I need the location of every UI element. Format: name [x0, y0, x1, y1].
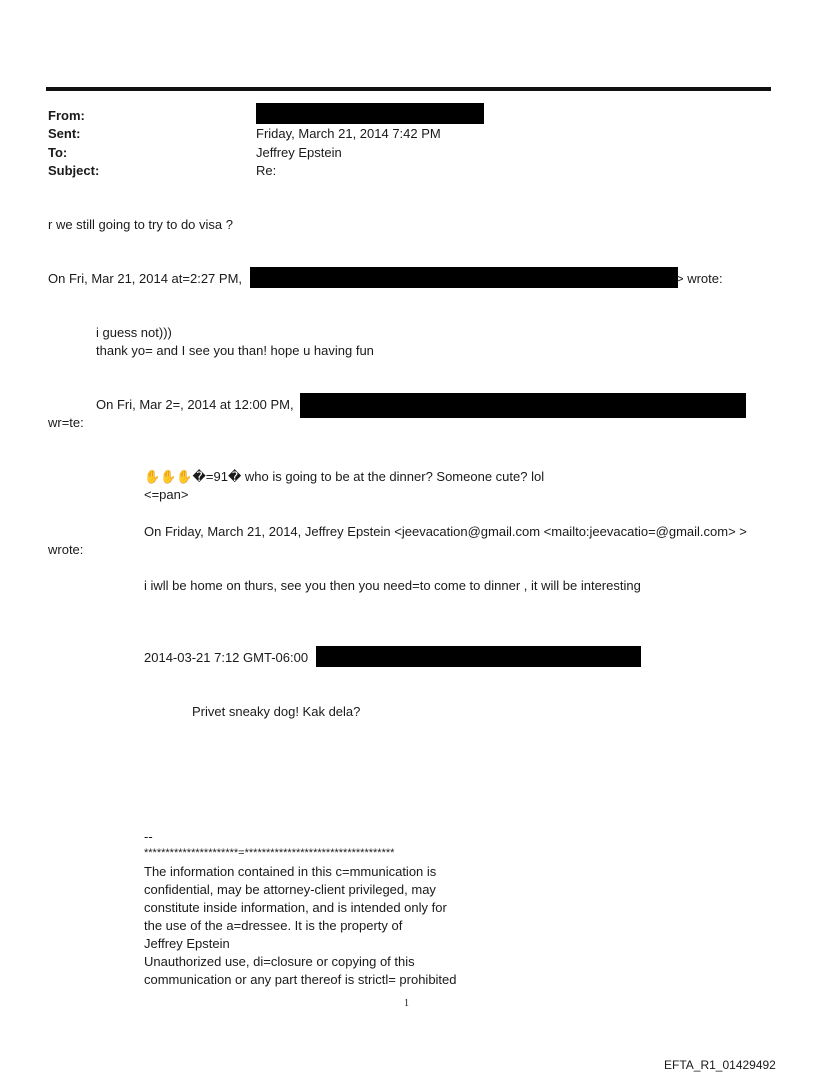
from-label: From: — [48, 108, 85, 123]
sent-value: Friday, March 21, 2014 7:42 PM — [256, 126, 441, 141]
reply-1-line-1: i guess not))) — [96, 325, 172, 340]
quote-2-prefix: On Fri, Mar 2=, 2014 at 12:00 PM, — [96, 397, 294, 412]
signature-stars: **********************=*********************************** — [144, 847, 395, 859]
quote-3: On Friday, March 21, 2014, Jeffrey Epstein <jeevacation@gmail.com <mailto:jeevacatio=@gmail.com> > — [144, 524, 747, 539]
disclaimer-line: confidential, may be attorney-client privileged, may — [144, 882, 436, 897]
disclaimer-line: communication or any part thereof is strictl= prohibited — [144, 972, 457, 987]
reply-1-line-2: thank yo= and I see you than! hope u having fun — [96, 343, 374, 358]
quote-1-suffix: > wrote: — [676, 271, 723, 286]
reply-2-line-1: ✋✋✋�=91� who is going to be at the dinner? Someone cute? lol — [144, 469, 545, 484]
reply-4: Privet sneaky dog! Kak dela? — [192, 704, 361, 719]
header-rule — [46, 87, 771, 91]
disclaimer-line: The information contained in this c=mmunication is — [144, 864, 437, 879]
quote-3-wrote: wrote: — [48, 542, 84, 557]
page-number: 1 — [404, 998, 409, 1009]
disclaimer-line: constitute inside information, and is intended only for — [144, 900, 447, 915]
disclaimer-line: the use of the a=dressee. It is the property of — [144, 918, 403, 933]
subject-label: Subject: — [48, 163, 100, 178]
to-label: To: — [48, 145, 68, 160]
signature-dashes: -- — [144, 829, 153, 844]
redaction-quote-1 — [250, 267, 678, 288]
reply-3: i iwll be home on thurs, see you then you need=to come to dinner , it will be interesting — [144, 578, 641, 593]
redaction-quote-2 — [300, 393, 746, 418]
to-value: Jeffrey Epstein — [256, 145, 342, 160]
subject-value: Re: — [256, 163, 277, 178]
body-line-1: r we still going to try to do visa ? — [48, 217, 233, 232]
quote-2-wrote: wr=te: — [48, 415, 84, 430]
reply-2-line-2: <=pan> — [144, 487, 189, 502]
disclaimer-line: Unauthorized use, di=closure or copying of this — [144, 954, 415, 969]
redaction-quote-4 — [316, 646, 641, 667]
quote-4-date: 2014-03-21 7:12 GMT-06:00 — [144, 650, 309, 665]
sent-label: Sent: — [48, 126, 81, 141]
disclaimer-line: Jeffrey Epstein — [144, 936, 230, 951]
document-id: EFTA_R1_01429492 — [664, 1058, 776, 1072]
quote-1-prefix: On Fri, Mar 21, 2014 at=2:27 PM, — [48, 271, 243, 286]
redaction-from — [256, 103, 484, 124]
